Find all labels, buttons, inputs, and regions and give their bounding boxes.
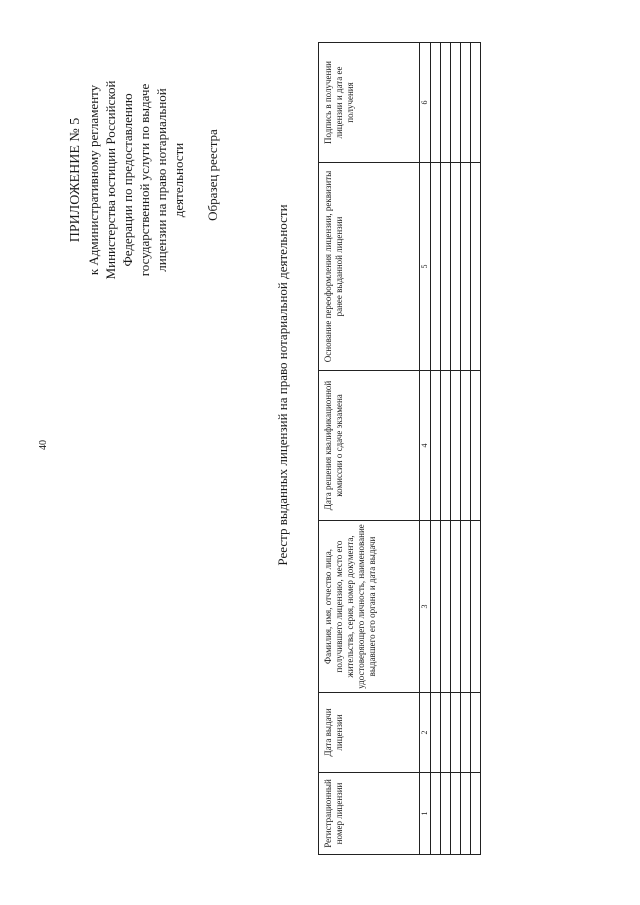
column-number: 2 bbox=[420, 693, 431, 773]
table-cell bbox=[471, 163, 481, 371]
column-number-row bbox=[420, 43, 431, 855]
table-row bbox=[441, 43, 451, 855]
table-row bbox=[461, 43, 471, 855]
table-cell bbox=[451, 521, 461, 693]
table-cell bbox=[451, 163, 461, 371]
sample-caption: Образец реестра bbox=[205, 129, 220, 221]
appendix-line: лицензии на право нотариальной bbox=[154, 88, 169, 272]
table-row bbox=[451, 43, 461, 855]
table-cell bbox=[461, 693, 471, 773]
table-cell bbox=[461, 371, 471, 521]
column-header: Фамилия, имя, отчество лица, получившего лицензию, место его жительства, серия, номер документа, удостоверяющего личность, наименование выдавшего его органа и дата выдачи bbox=[319, 521, 420, 693]
appendix-line: государственной услуги по выдаче bbox=[137, 83, 152, 277]
table-cell bbox=[451, 371, 461, 521]
table-cell bbox=[451, 693, 461, 773]
page-number: 40 bbox=[38, 440, 49, 450]
column-header: Дата выдачи лицензии bbox=[319, 693, 420, 773]
table-cell bbox=[431, 163, 441, 371]
table-cell bbox=[461, 521, 471, 693]
appendix-line: деятельности bbox=[171, 142, 186, 218]
table-cell bbox=[431, 693, 441, 773]
table-cell bbox=[471, 773, 481, 855]
table-cell bbox=[441, 521, 451, 693]
column-number: 5 bbox=[420, 163, 431, 371]
table-cell bbox=[471, 521, 481, 693]
table-cell bbox=[451, 43, 461, 163]
column-number: 3 bbox=[420, 521, 431, 693]
table-cell bbox=[471, 693, 481, 773]
table-cell bbox=[441, 371, 451, 521]
table-cell bbox=[451, 773, 461, 855]
column-number: 4 bbox=[420, 371, 431, 521]
table-cell bbox=[471, 371, 481, 521]
table-cell bbox=[461, 163, 471, 371]
column-number: 6 bbox=[420, 43, 431, 163]
table-row bbox=[431, 43, 441, 855]
appendix-line: Федерации по предоставлению bbox=[120, 93, 135, 267]
table-cell bbox=[441, 163, 451, 371]
column-header: Регистрационный номер лицензии bbox=[319, 773, 420, 855]
table-cell bbox=[471, 43, 481, 163]
column-header: Основание переоформления лицензии, реквизиты ранее выданной лицензии bbox=[319, 163, 420, 371]
registry-title: Реестр выданных лицензий на право нотариальной деятельности bbox=[275, 204, 290, 566]
table-cell bbox=[441, 773, 451, 855]
table-cell bbox=[431, 43, 441, 163]
table-cell bbox=[441, 693, 451, 773]
table-cell bbox=[431, 521, 441, 693]
column-header: Дата решения квалификационной комиссии о сдаче экзамена bbox=[319, 371, 420, 521]
table-cell bbox=[431, 371, 441, 521]
registry-table bbox=[318, 42, 481, 855]
appendix-line: Министерства юстиции Российской bbox=[103, 80, 118, 280]
table-row bbox=[471, 43, 481, 855]
table-cell bbox=[461, 773, 471, 855]
column-header: Подпись в получении лицензии и дата ее получения bbox=[319, 43, 420, 163]
table-cell bbox=[441, 43, 451, 163]
table-header-row bbox=[319, 43, 420, 855]
column-number: 1 bbox=[420, 773, 431, 855]
appendix-title: ПРИЛОЖЕНИЕ № 5 bbox=[68, 117, 83, 243]
appendix-header bbox=[66, 30, 187, 330]
table-cell bbox=[461, 43, 471, 163]
appendix-line: к Административному регламенту bbox=[86, 84, 101, 276]
table-cell bbox=[431, 773, 441, 855]
